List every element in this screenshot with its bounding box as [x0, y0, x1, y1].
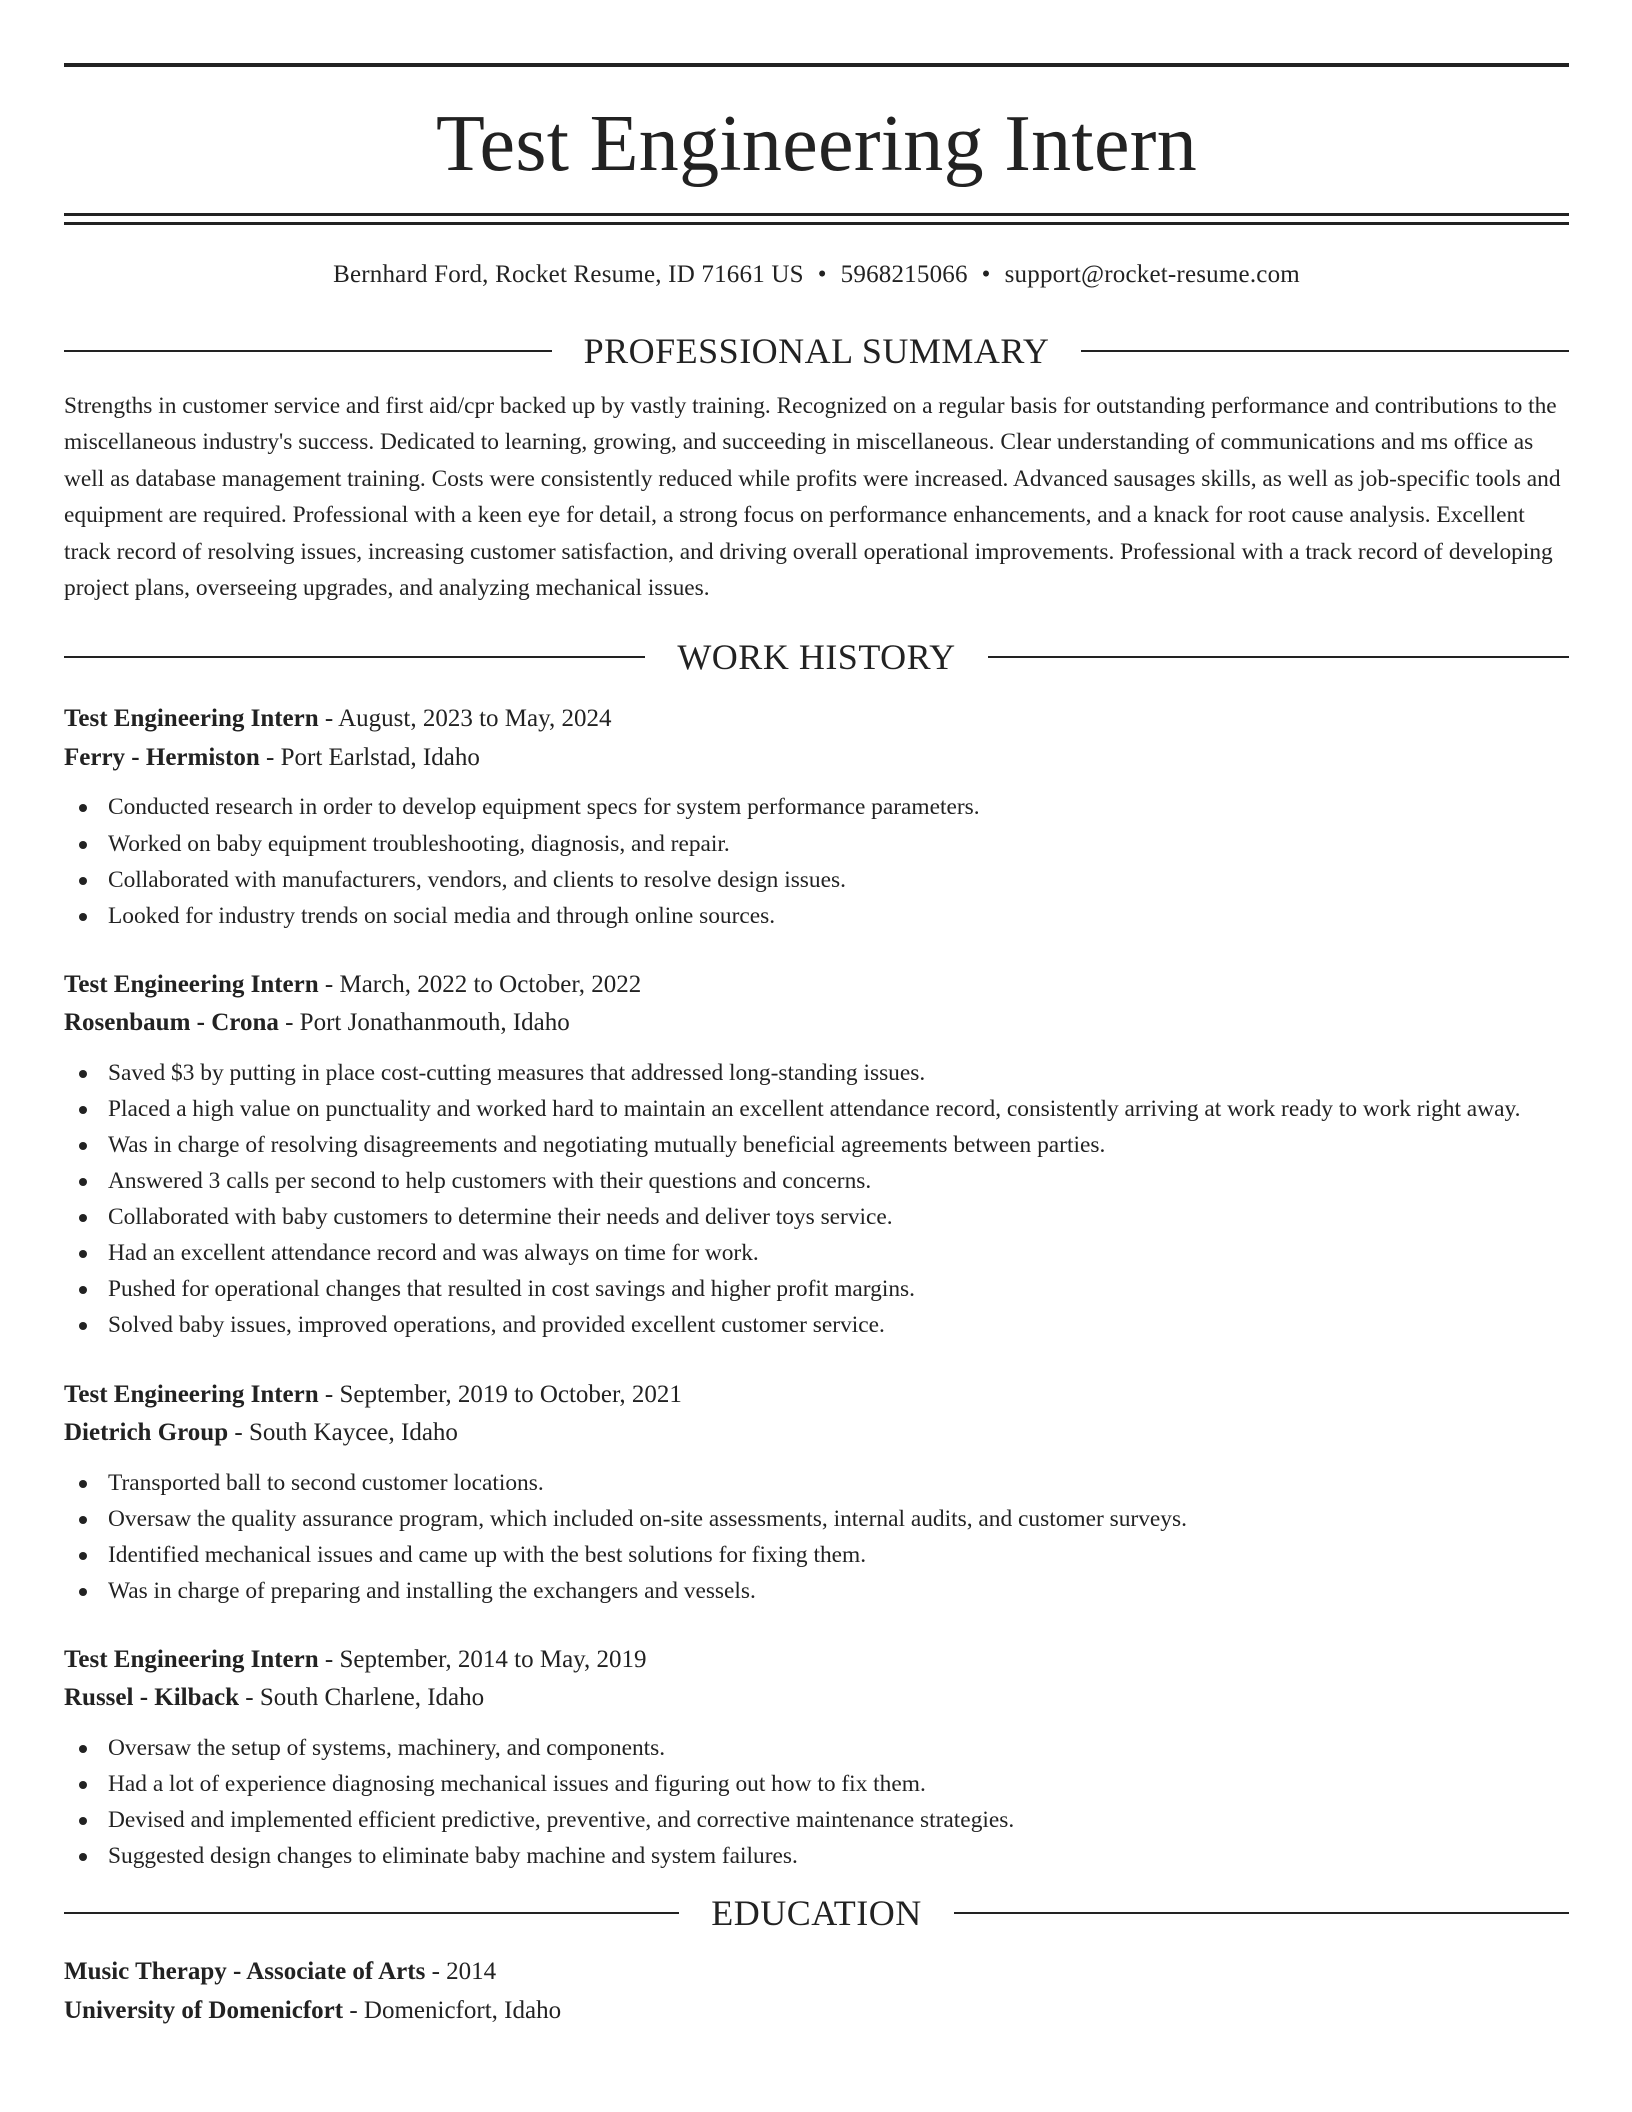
job-location: - Port Earlstad, Idaho [259, 743, 480, 771]
contact-address: Bernhard Ford, Rocket Resume, ID 71661 US [333, 261, 804, 288]
job-entry [64, 700, 1569, 933]
bullet-text: Had a lot of experience diagnosing mechanical issues and figuring out how to fix them. [108, 1771, 926, 1798]
job-location: - South Charlene, Idaho [239, 1684, 485, 1712]
bullet-text: Had an excellent attendance record and was always on time for work. [108, 1240, 759, 1267]
bullet-text: Oversaw the setup of systems, machinery, and components. [108, 1734, 666, 1761]
job-bullets [64, 1730, 1569, 1874]
bullet-text: Pushed for operational changes that resulted in cost savings and higher profit margins. [108, 1276, 916, 1303]
resume-title: Test Engineering Intern [435, 100, 1198, 188]
bullet-item [64, 1271, 1569, 1307]
bullet-text: Was in charge of preparing and installing the exchangers and vessels. [108, 1577, 756, 1604]
job-dates: - August, 2023 to May, 2024 [318, 705, 612, 733]
bullet-item [64, 1091, 1569, 1127]
bullet-text: Answered 3 calls per second to help customers with their questions and concerns. [108, 1168, 872, 1195]
education-year: - 2014 [425, 1958, 497, 1986]
summary-text: Strengths in customer service and first aid/cpr backed up by vastly training. Recognized on a regular basis for outstanding performance and contributions to the miscellaneous industry's success. Dedicated to learning, growing, and succeeding in miscellaneous. Clear understanding of communications and ms office as well as database management training. Costs were consistently reduced while profits were increased. Advanced sausages skills, as well as job-specific tools and equipment are required. Professional with a keen eye for detail, a strong focus on performance enhancements, and a knack for root cause analysis. Excellent track record of resolving issues, increasing customer satisfaction, and driving overall operational improvements. Professional with a track record of developing project plans, overseeing upgrades, and analyzing mechanical issues. [64, 393, 1561, 602]
top-rule [64, 63, 1569, 67]
bullet-text: Collaborated with baby customers to determine their needs and deliver toys service. [108, 1204, 893, 1231]
job-entry [64, 1641, 1569, 1874]
bullet-dot-icon [79, 1286, 87, 1294]
bullet-text: Was in charge of resolving disagreements and negotiating mutually beneficial agreements between parties. [108, 1132, 1106, 1158]
bullet-text: Collaborated with manufacturers, vendors, and clients to resolve design issues. [108, 866, 846, 893]
job-company: Dietrich Group [64, 1419, 229, 1447]
section-title: EDUCATION [711, 1893, 922, 1934]
divider-line [1081, 350, 1569, 352]
job-title-line [64, 1376, 1569, 1415]
bullet-dot-icon [79, 1480, 87, 1488]
job-title: Test Engineering Intern [64, 1645, 319, 1673]
bullet-item [64, 1838, 1569, 1874]
bullet-dot-icon [79, 841, 87, 849]
bullet-dot-icon [79, 1781, 87, 1789]
bullet-dot-icon [79, 1178, 87, 1186]
education-school: University of Domenicfort [64, 1997, 344, 2025]
bullet-text: Oversaw the quality assurance program, which included on-site assessments, internal audits, and customer surveys. [108, 1505, 1187, 1532]
job-company-line [64, 1414, 1569, 1453]
job-title: Test Engineering Intern [64, 1380, 319, 1408]
bullet-item [64, 1127, 1569, 1163]
bullet-item [64, 1307, 1569, 1343]
bullet-text: Solved baby issues, improved operations, and provided excellent customer service. [108, 1312, 885, 1339]
bullet-text: Saved $3 by putting in place cost-cutting measures that addressed long-standing issues. [108, 1059, 926, 1086]
job-dates: - September, 2014 to May, 2019 [318, 1645, 647, 1673]
job-location: - Port Jonathanmouth, Idaho [278, 1009, 570, 1037]
bullet-text: Placed a high value on punctuality and worked hard to maintain an excellent attendance record, consistently arriving at work ready to work right away. [108, 1095, 1521, 1122]
bullet-dot-icon [79, 1853, 87, 1861]
bullet-dot-icon [79, 1070, 87, 1078]
section-heading-work [64, 632, 1569, 682]
bullet-item [64, 1055, 1569, 1091]
bullet-text: Identified mechanical issues and came up with the best solutions for fixing them. [108, 1541, 867, 1568]
bullet-dot-icon [79, 1214, 87, 1222]
divider-line [64, 656, 645, 658]
bullet-dot-icon [79, 804, 87, 812]
bullet-dot-icon [79, 1588, 87, 1596]
job-bullets [64, 1055, 1569, 1344]
job-title-line [64, 700, 1569, 739]
bullet-text: Conducted research in order to develop equipment specs for system performance parameters. [108, 794, 980, 821]
bullet-item [64, 1199, 1569, 1235]
bullet-dot-icon [79, 877, 87, 885]
bullet-item [64, 1573, 1569, 1609]
bullet-item [64, 1730, 1569, 1766]
job-entry [64, 1376, 1569, 1609]
work-history-list [64, 700, 1569, 1874]
bullet-item [64, 1537, 1569, 1573]
education-degree-line [64, 1952, 1569, 1991]
bullet-dot-icon [79, 1516, 87, 1524]
bullet-text: Transported ball to second customer locations. [108, 1469, 544, 1496]
contact-phone: 5968215066 [840, 261, 968, 288]
section-title: PROFESSIONAL SUMMARY [583, 331, 1050, 371]
job-company-line [64, 1004, 1569, 1043]
resume-content [64, 63, 1569, 2030]
section-heading-summary [64, 326, 1569, 376]
bullet-item [64, 826, 1569, 862]
contact-separator: • [981, 261, 991, 288]
job-company: Russel - Kilback [64, 1684, 240, 1712]
contact-email: support@rocket-resume.com [1004, 261, 1300, 288]
bullet-item [64, 789, 1569, 825]
job-company: Ferry - Hermiston [64, 743, 260, 771]
job-location: - South Kaycee, Idaho [228, 1419, 458, 1447]
contact-line [64, 258, 1569, 292]
bullet-item [64, 1501, 1569, 1537]
bullet-dot-icon [79, 1142, 87, 1150]
education-school-line [64, 1991, 1569, 2030]
bullet-item [64, 1802, 1569, 1838]
job-entry [64, 966, 1569, 1344]
bullet-text: Suggested design changes to eliminate baby machine and system failures. [108, 1843, 798, 1870]
bullet-item [64, 1465, 1569, 1501]
bullet-dot-icon [79, 1106, 87, 1114]
job-company: Rosenbaum - Crona [64, 1009, 279, 1037]
bullet-dot-icon [79, 1552, 87, 1560]
divider-line [64, 350, 552, 352]
section-title: WORK HISTORY [677, 637, 956, 678]
job-title: Test Engineering Intern [64, 970, 319, 998]
job-title-line [64, 966, 1569, 1005]
bullet-item [64, 1163, 1569, 1199]
job-dates: - September, 2019 to October, 2021 [318, 1380, 682, 1408]
bullet-dot-icon [79, 913, 87, 921]
bullet-dot-icon [79, 1322, 87, 1330]
job-dates: - March, 2022 to October, 2022 [318, 970, 642, 998]
bullet-dot-icon [79, 1250, 87, 1258]
title-double-rule [64, 213, 1569, 225]
job-bullets [64, 1465, 1569, 1609]
job-title: Test Engineering Intern [64, 705, 319, 733]
bullet-text: Worked on baby equipment troubleshooting, diagnosis, and repair. [108, 830, 730, 857]
education-location: - Domenicfort, Idaho [343, 1997, 562, 2025]
bullet-dot-icon [79, 1745, 87, 1753]
bullet-text: Looked for industry trends on social media and through online sources. [108, 902, 776, 929]
bullet-text: Devised and implemented efficient predictive, preventive, and corrective maintenance strategies. [108, 1807, 1015, 1834]
section-heading-education [64, 1888, 1569, 1938]
divider-line [988, 656, 1569, 658]
bullet-dot-icon [79, 1817, 87, 1825]
job-company-line [64, 1679, 1569, 1718]
bullet-item [64, 862, 1569, 898]
job-bullets [64, 789, 1569, 933]
education-entry [64, 1952, 1569, 2030]
bullet-item [64, 898, 1569, 934]
bullet-item [64, 1235, 1569, 1271]
bullet-item [64, 1766, 1569, 1802]
divider-line [64, 1912, 679, 1914]
divider-line [954, 1912, 1569, 1914]
job-company-line [64, 739, 1569, 778]
job-title-line [64, 1641, 1569, 1680]
education-degree: Music Therapy - Associate of Arts [64, 1958, 426, 1986]
contact-separator: • [817, 261, 827, 288]
